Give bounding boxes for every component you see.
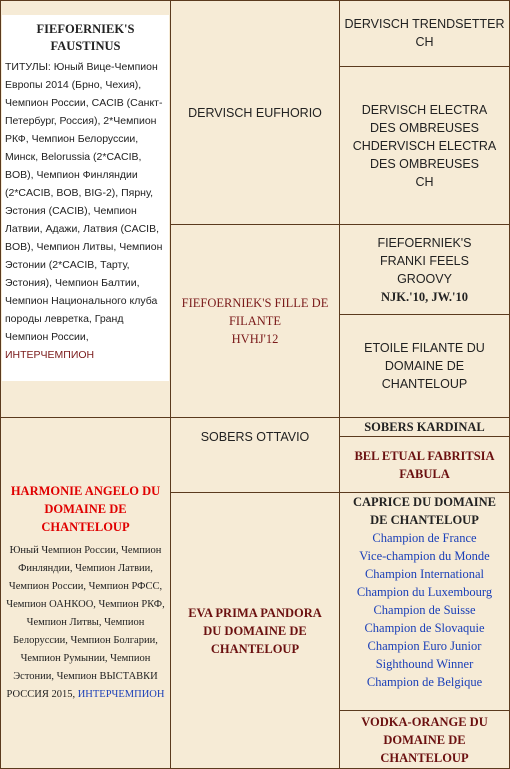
dam-sire-name: SOBERS OTTAVIO [200, 430, 310, 444]
ddd-cell [339, 710, 510, 769]
caprice-title-item: Champion Euro Junior [367, 639, 482, 653]
dss-name: SOBERS KARDINAL [364, 420, 485, 434]
caprice-title-item: Champion de Suisse [373, 603, 476, 617]
dds-titles-list [340, 529, 509, 691]
ddd-name: VODKA-ORANGE DU DOMAINE DE CHANTELOUP [361, 714, 488, 765]
dam-titles [1, 536, 170, 704]
sire-titles [2, 55, 169, 364]
dam-dam-cell [170, 492, 340, 769]
sire-sire-cell [170, 0, 340, 225]
dam-interchampion-link[interactable]: ИНТЕРЧЕМПИОН [77, 689, 165, 700]
caprice-title-item: Champion du Luxembourg [356, 585, 493, 599]
dds-name: CAPRICE DU DOMAINE DE CHANTELOUP [352, 495, 497, 527]
caprice-title-item: Vice-champion du Monde [359, 549, 490, 563]
sire-sire-name: DERVISCH EUFHORIO [188, 105, 322, 120]
dds-cell [339, 492, 510, 711]
sds-cell [339, 224, 510, 315]
dsd-name: BEL ETUAL FABRITSIA FABULA [354, 448, 495, 481]
caprice-title-item: Champion de France [372, 531, 477, 545]
ssd-cell [339, 66, 510, 225]
sire-name: FIEFOERNIEK'S FAUSTINUS [36, 22, 135, 53]
sdd-cell [339, 314, 510, 418]
sss-cell [339, 0, 510, 67]
sire-interchampion-link[interactable]: ИНТЕРЧЕМПИОН [5, 349, 95, 361]
sdd-name: ETOILE FILANTE DU DOMAINE DE CHANTELOUP [364, 341, 485, 391]
ssd-line1: DERVISCH ELECTRA DES OMBREUSES [361, 102, 488, 135]
dam-titles-text: Юный Чемпион России, Чемпион Финляндии, Чемпион Латвии, Чемпион России, Чемпион РФСС, Чемпион ОАНКОО, Чемпион РКФ, Чемпион Литвы, Чемпион Белоруссии, Чемпион Болгарии, Чемпион Румынии, Чемпион Эстонии, Чемпион ВЫСТАВКИ РОССИЯ 2015, [6, 545, 165, 700]
sss-name: DERVISCH TRENDSETTER [344, 17, 505, 31]
dam-sire-cell [170, 417, 340, 493]
sire-dam-cell [170, 224, 340, 418]
dam-dam-name: EVA PRIMA PANDORA DU DOMAINE DE CHANTELOUP [188, 605, 322, 656]
sds-name: FIEFOERNIEK'S FRANKI FEELS GROOVY [377, 235, 472, 286]
caprice-title-item: Champion International [364, 567, 485, 581]
sire-cell [0, 0, 171, 418]
ssd-title: CH [415, 174, 434, 189]
sss-title: CH [415, 35, 434, 49]
sire-titles-text: ТИТУЛЫ: Юный Вице-Чемпион Европы 2014 (Брно, Чехия), Чемпион России, CACIB (Санкт-Петербург, Россия), 2*Чемпион РКФ, Чемпион Белоруссии, Минск, Belorussia (2*CACIB, BOB), Чемпион Финляндии (2*CACIB, BOB, BIG-2), Пярну, Эстония (CACIB), Чемпион Латвии, Адажи, Латвия (CACIB, BOB), Чемпион Литвы, Чемпион Эстонии (2*CACIB, Тарту, Эстония), Чемпион Балтии, Чемпион Национального клуба породы левретка, Гранд Чемпион России, [5, 61, 163, 343]
ssd-line2: CHDERVISCH ELECTRA DES OMBREUSES [352, 138, 497, 171]
sire-dam-title: HVHJ'12 [231, 332, 279, 346]
caprice-title-item: Sighthound Winner [375, 657, 474, 671]
caprice-title-item: Champion de Slovaquie [364, 621, 485, 635]
dsd-cell [339, 436, 510, 493]
sire-info-box [2, 15, 169, 381]
dam-cell [0, 417, 171, 769]
sds-title: NJK.'10, JW.'10 [380, 289, 469, 304]
dss-cell [339, 417, 510, 437]
sire-dam-name: FIEFOERNIEK'S FILLE DE FILANTE [181, 296, 329, 328]
dam-name: HARMONIE ANGELO DU DOMAINE DE CHANTELOUP [10, 484, 161, 534]
caprice-title-item: Champion de Belgique [366, 675, 483, 689]
